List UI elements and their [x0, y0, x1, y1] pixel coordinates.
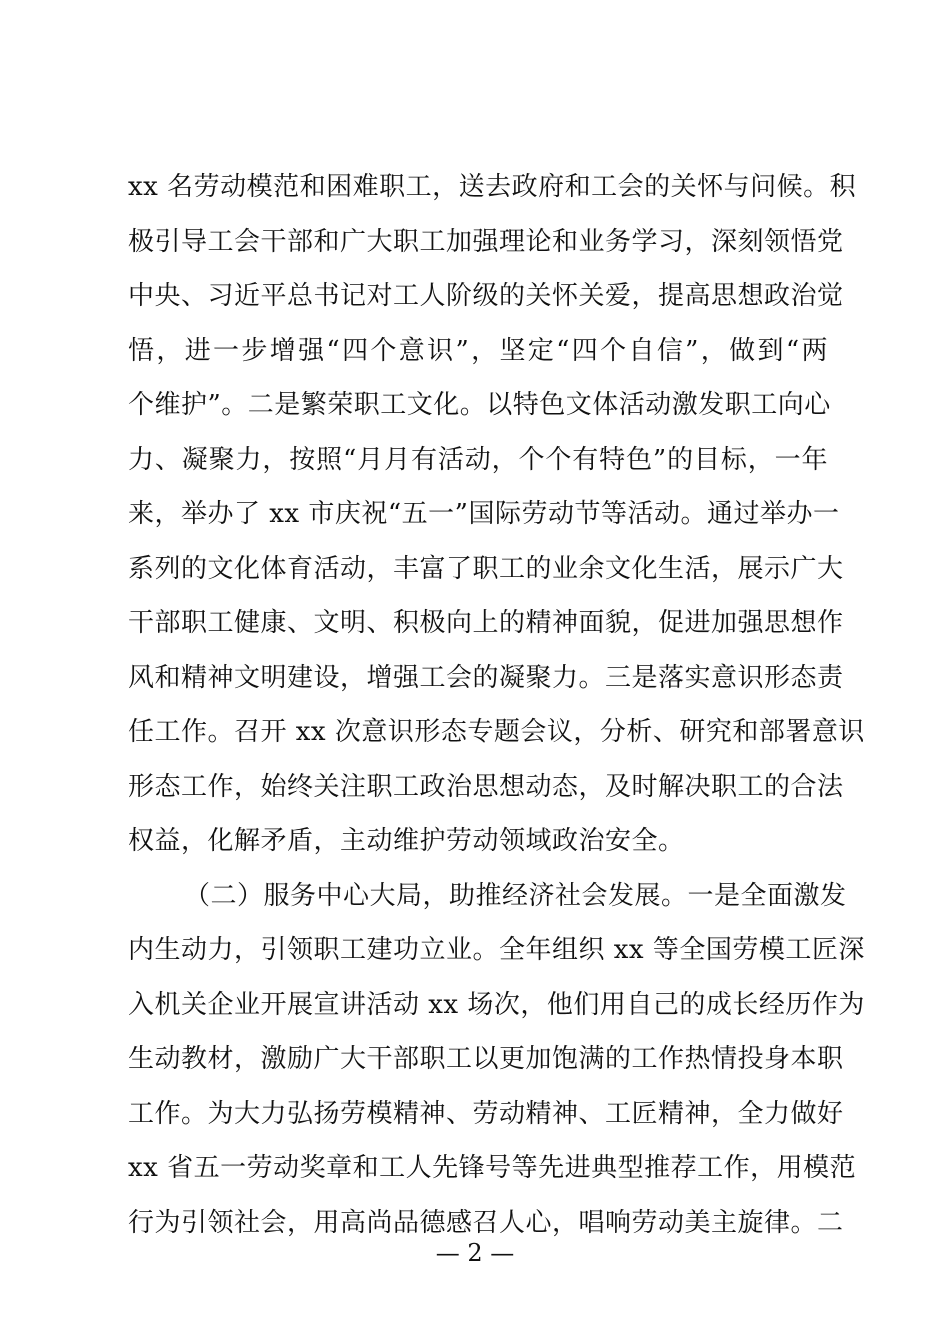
text-line: xx 省五一劳动奖章和工人先锋号等先进典型推荐工作，用模范 — [128, 1153, 857, 1183]
text-line: 来，举办了 xx 市庆祝“五一”国际劳动节等活动。通过举办一 — [128, 499, 840, 529]
text-line: 个维护”。二是繁荣职工文化。以特色文体活动激发职工向心 — [128, 390, 831, 420]
paragraph-end-line: 权益，化解矛盾，主动维护劳动领域政治安全。 — [128, 826, 685, 856]
text-line: xx 名劳动模范和困难职工，送去政府和工会的关怀与问候。积 — [128, 172, 857, 202]
text-line: 风和精神文明建设，增强工会的凝聚力。三是落实意识形态责 — [128, 662, 844, 693]
text-line: 系列的文化体育活动，丰富了职工的业余文化生活，展示广大 — [128, 553, 844, 584]
text-line: 极引导工会干部和广大职工加强理论和业务学习，深刻领悟党 — [128, 226, 844, 257]
text-line: 工作。为大力弘扬劳模精神、劳动精神、工匠精神，全力做好 — [128, 1098, 844, 1129]
section-heading-line: （二）服务中心大局，助推经济社会发展。一是全面激发 — [184, 880, 847, 911]
text-line: 内生动力，引领职工建功立业。全年组织 xx 等全国劳模工匠深 — [128, 935, 865, 965]
text-line: 入机关企业开展宣讲活动 xx 场次，他们用自己的成长经历作为 — [128, 989, 865, 1020]
text-line: 形态工作，始终关注职工政治思想动态，及时解决职工的合法 — [128, 771, 844, 802]
page-number: — 2 — — [435, 1239, 515, 1267]
text-line: 干部职工健康、文明、积极向上的精神面貌，促进加强思想作 — [128, 608, 844, 638]
text-line: 生动教材，激励广大干部职工以更加饱满的工作热情投身本职 — [128, 1044, 844, 1074]
body-text — [128, 160, 865, 1250]
text-line: 悟，进一步增强“四个意识”，坚定“四个自信”，做到“两 — [128, 335, 828, 366]
text-line: 任工作。召开 xx 次意识形态专题会议，分析、研究和部署意识 — [128, 717, 865, 747]
text-line: 中央、习近平总书记对工人阶级的关怀关爱，提高思想政治觉 — [128, 281, 844, 311]
text-line: 行为引领社会，用高尚品德感召人心，唱响劳动美主旋律。二 — [128, 1207, 844, 1238]
text-line: 力、凝聚力，按照“月月有活动，个个有特色”的目标，一年 — [128, 444, 828, 475]
